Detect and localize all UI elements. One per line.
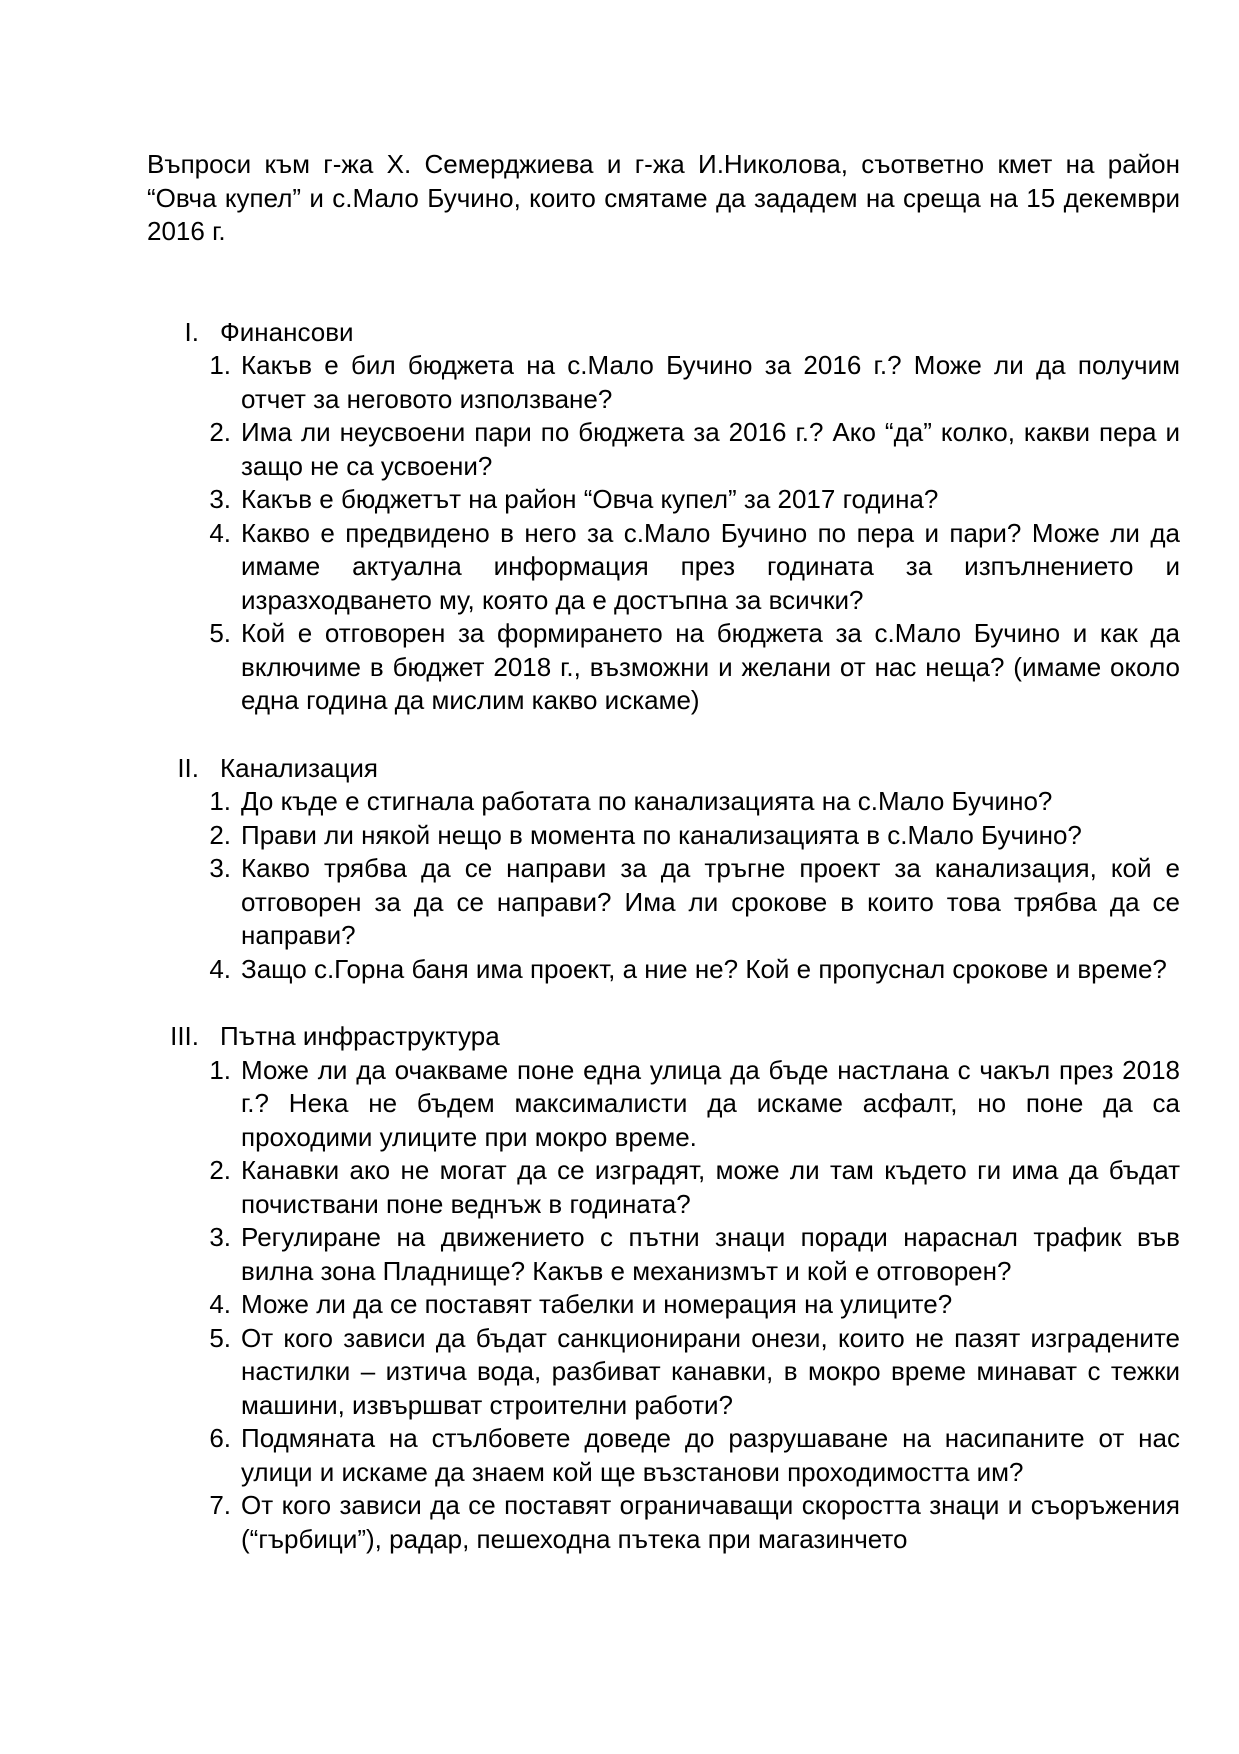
list-item xyxy=(147,483,1180,517)
item-text: Има ли неусвоени пари по бюджета за 2016 г.? Ако “да” колко, какви пера и защо не са усвоени? xyxy=(241,417,1180,481)
section-title: Пътна инфраструктура xyxy=(220,1021,500,1051)
list-item xyxy=(147,349,1180,416)
item-number: 4. xyxy=(209,517,231,548)
document-page xyxy=(147,148,1180,1556)
item-text: Може ли да очакваме поне една улица да бъде настлана с чакъл през 2018 г.? Нека не бъдем максималисти да искаме асфалт, но поне да са проходими улиците при мокро време. xyxy=(241,1054,1180,1152)
section-heading xyxy=(147,1020,1180,1054)
item-number: 7. xyxy=(209,1490,231,1520)
section-title: Канализация xyxy=(220,752,378,783)
list-item xyxy=(147,953,1180,987)
list-item xyxy=(147,617,1180,718)
section-heading xyxy=(147,316,1180,350)
item-number: 2. xyxy=(209,819,231,850)
item-number: 1. xyxy=(209,350,231,380)
item-number: 4. xyxy=(209,953,231,984)
item-text: Какво трябва да се направи за да тръгне проект за канализация, кой е отговорен за да се направи? Има ли срокове в които това трябва да се направи? xyxy=(241,853,1180,950)
section-title: Финансови xyxy=(220,316,354,347)
item-text: Регулиране на движението с пътни знаци поради нараснал трафик във вилна зона Пладнище? Какъв е механизмът и кой е отговорен? xyxy=(241,1222,1180,1286)
section-road-infrastructure xyxy=(147,1020,1180,1556)
list-item xyxy=(147,1221,1180,1288)
list-item xyxy=(147,1054,1180,1155)
list-item xyxy=(147,416,1180,483)
section-financial xyxy=(147,316,1180,718)
item-number: 6. xyxy=(209,1423,231,1453)
list-item xyxy=(147,517,1180,618)
item-text: От кого зависи да бъдат санкционирани онези, които не пазят изградените настилки – изтича вода, разбиват канавки, в мокро време минават с тежки машини, извършват строителни работи? xyxy=(241,1322,1180,1420)
item-number: 3. xyxy=(209,1222,231,1252)
question-list xyxy=(147,1054,1180,1557)
item-text: От кого зависи да се поставят ограничаващи скоростта знаци и съоръжения (“гърбици”), радар, пешеходна пътека при магазинчето xyxy=(241,1490,1180,1554)
item-text: Какво е предвидено в него за с.Мало Бучино по пера и пари? Може ли да имаме актуална информация през годината за изпълнението и изразходването му, която да е достъпна за всички? xyxy=(241,517,1180,615)
item-number: 5. xyxy=(209,1322,231,1353)
list-item xyxy=(147,1489,1180,1556)
item-text: До къде е стигнала работата по канализацията на с.Мало Бучино? xyxy=(241,786,1053,816)
item-text: Кой е отговорен за формирането на бюджета за с.Мало Бучино и как да включиме в бюджет 2018 г., възможни и желани от нас неща? (имаме около една година да мислим какво искаме) xyxy=(241,618,1180,715)
item-text: Прави ли някой нещо в момента по канализацията в с.Мало Бучино? xyxy=(241,819,1082,850)
spacer xyxy=(147,718,1180,752)
list-item xyxy=(147,1288,1180,1322)
list-item xyxy=(147,785,1180,819)
list-item xyxy=(147,819,1180,853)
item-number: 1. xyxy=(209,786,231,816)
section-heading xyxy=(147,752,1180,786)
section-number: I. xyxy=(184,316,199,347)
item-number: 3. xyxy=(209,853,231,883)
item-number: 1. xyxy=(209,1054,231,1085)
spacer xyxy=(147,986,1180,1020)
item-text: Какъв е бюджетът на район “Овча купел” за 2017 година? xyxy=(241,484,939,514)
section-number: III. xyxy=(170,1021,199,1051)
item-number: 5. xyxy=(209,618,231,648)
item-number: 3. xyxy=(209,484,231,514)
item-text: Подмяната на стълбовете доведе до разрушаване на насипаните от нас улици и искаме да знаем кой ще възстанови проходимостта им? xyxy=(241,1423,1180,1487)
item-number: 2. xyxy=(209,417,231,447)
intro-paragraph: Въпроси към г-жа Х. Семерджиева и г-жа И.Николова, съответно кмет на район “Овча купел” и с.Мало Бучино, които смятаме да зададем на среща на 15 декември 2016 г. xyxy=(147,149,1180,246)
section-sewerage xyxy=(147,752,1180,987)
list-item xyxy=(147,1322,1180,1423)
item-text: Може ли да се поставят табелки и номерация на улиците? xyxy=(241,1289,953,1319)
item-text: Защо с.Горна баня има проект, а ние не? Кой е пропуснал срокове и време? xyxy=(241,953,1167,984)
item-text: Какъв е бил бюджета на с.Мало Бучино за 2016 г.? Може ли да получим отчет за неговото използване? xyxy=(241,350,1180,414)
list-item xyxy=(147,852,1180,953)
item-text: Канавки ако не могат да се изградят, може ли там където ги има да бъдат почиствани поне веднъж в годината? xyxy=(241,1155,1180,1219)
list-item xyxy=(147,1422,1180,1489)
item-number: 2. xyxy=(209,1155,231,1185)
section-number: II. xyxy=(177,752,199,783)
question-list xyxy=(147,349,1180,718)
list-item xyxy=(147,1154,1180,1221)
spacer xyxy=(147,249,1180,316)
question-list xyxy=(147,785,1180,986)
item-number: 4. xyxy=(209,1289,231,1319)
